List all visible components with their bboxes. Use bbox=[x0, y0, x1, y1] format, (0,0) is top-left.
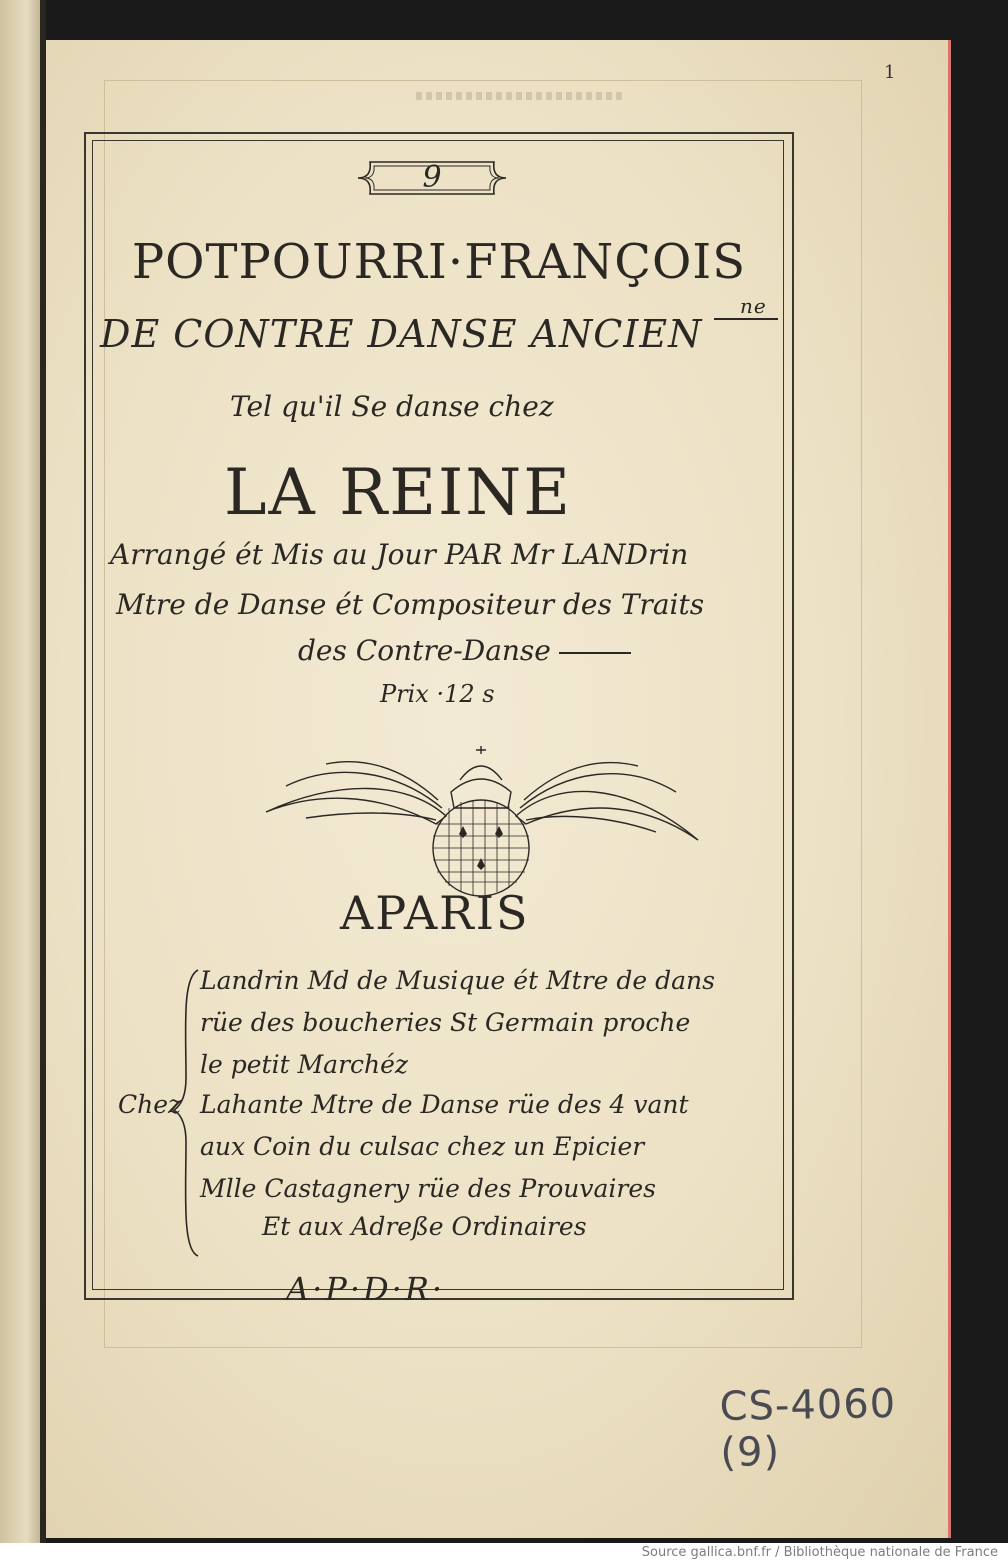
title-line-contre-danse-text: DE CONTRE DANSE ANCIEN bbox=[100, 312, 703, 356]
seller-line: Landrin Md de Musique ét Mtre de dans bbox=[200, 966, 715, 995]
title-superscript: ne bbox=[740, 294, 767, 318]
plate-number-cartouche bbox=[356, 158, 508, 198]
title-line-tel-quil: Tel qu'il Se danse chez bbox=[230, 390, 554, 423]
flourish-line bbox=[559, 652, 631, 654]
title-line-contre-danse-traits-text: des Contre-Danse bbox=[298, 634, 551, 667]
title-page bbox=[46, 40, 951, 1538]
plate-number: 9 bbox=[422, 160, 442, 195]
price: Prix ·12 s bbox=[380, 680, 495, 708]
seller-line: rüe des boucheries St Germain proche bbox=[200, 1008, 691, 1037]
winged-crowned-arms-icon bbox=[246, 700, 716, 900]
title-line-arrange: Arrangé ét Mis au Jour PAR Mr LANDrin bbox=[110, 538, 689, 571]
source-credit: Source gallica.bnf.fr / Bibliothèque nationale de France bbox=[641, 1545, 998, 1560]
title-line-potpourri: POTPOURRI·FRANÇOIS bbox=[131, 234, 747, 290]
shelfmark: CS-4060 (9) bbox=[719, 1380, 897, 1476]
title-line-maitre: Mtre de Danse ét Compositeur des Traits bbox=[116, 588, 705, 621]
seller-line: Et aux Adreße Ordinaires bbox=[262, 1212, 587, 1241]
abbreviation-bar bbox=[714, 318, 778, 320]
seller-line: Lahante Mtre de Danse rüe des 4 vant bbox=[200, 1090, 689, 1119]
privilege-mark: A·P·D·R· bbox=[286, 1270, 446, 1308]
seller-line: aux Coin du culsac chez un Epicier bbox=[200, 1132, 645, 1161]
seller-line: Mlle Castagnery rüe des Prouvaires bbox=[200, 1174, 656, 1203]
seller-chez: Chez bbox=[118, 1090, 182, 1119]
title-line-la-reine: LA REINE bbox=[224, 456, 572, 530]
faint-offset-text bbox=[416, 92, 626, 100]
title-line-contre-danse bbox=[100, 294, 767, 356]
left-page-edge bbox=[0, 0, 44, 1543]
corner-page-mark: 1 bbox=[884, 62, 896, 83]
title-line-contre-danse-traits bbox=[298, 634, 631, 667]
seller-line: le petit Marchéz bbox=[200, 1050, 409, 1079]
place-of-publication: APARIS bbox=[340, 886, 530, 940]
